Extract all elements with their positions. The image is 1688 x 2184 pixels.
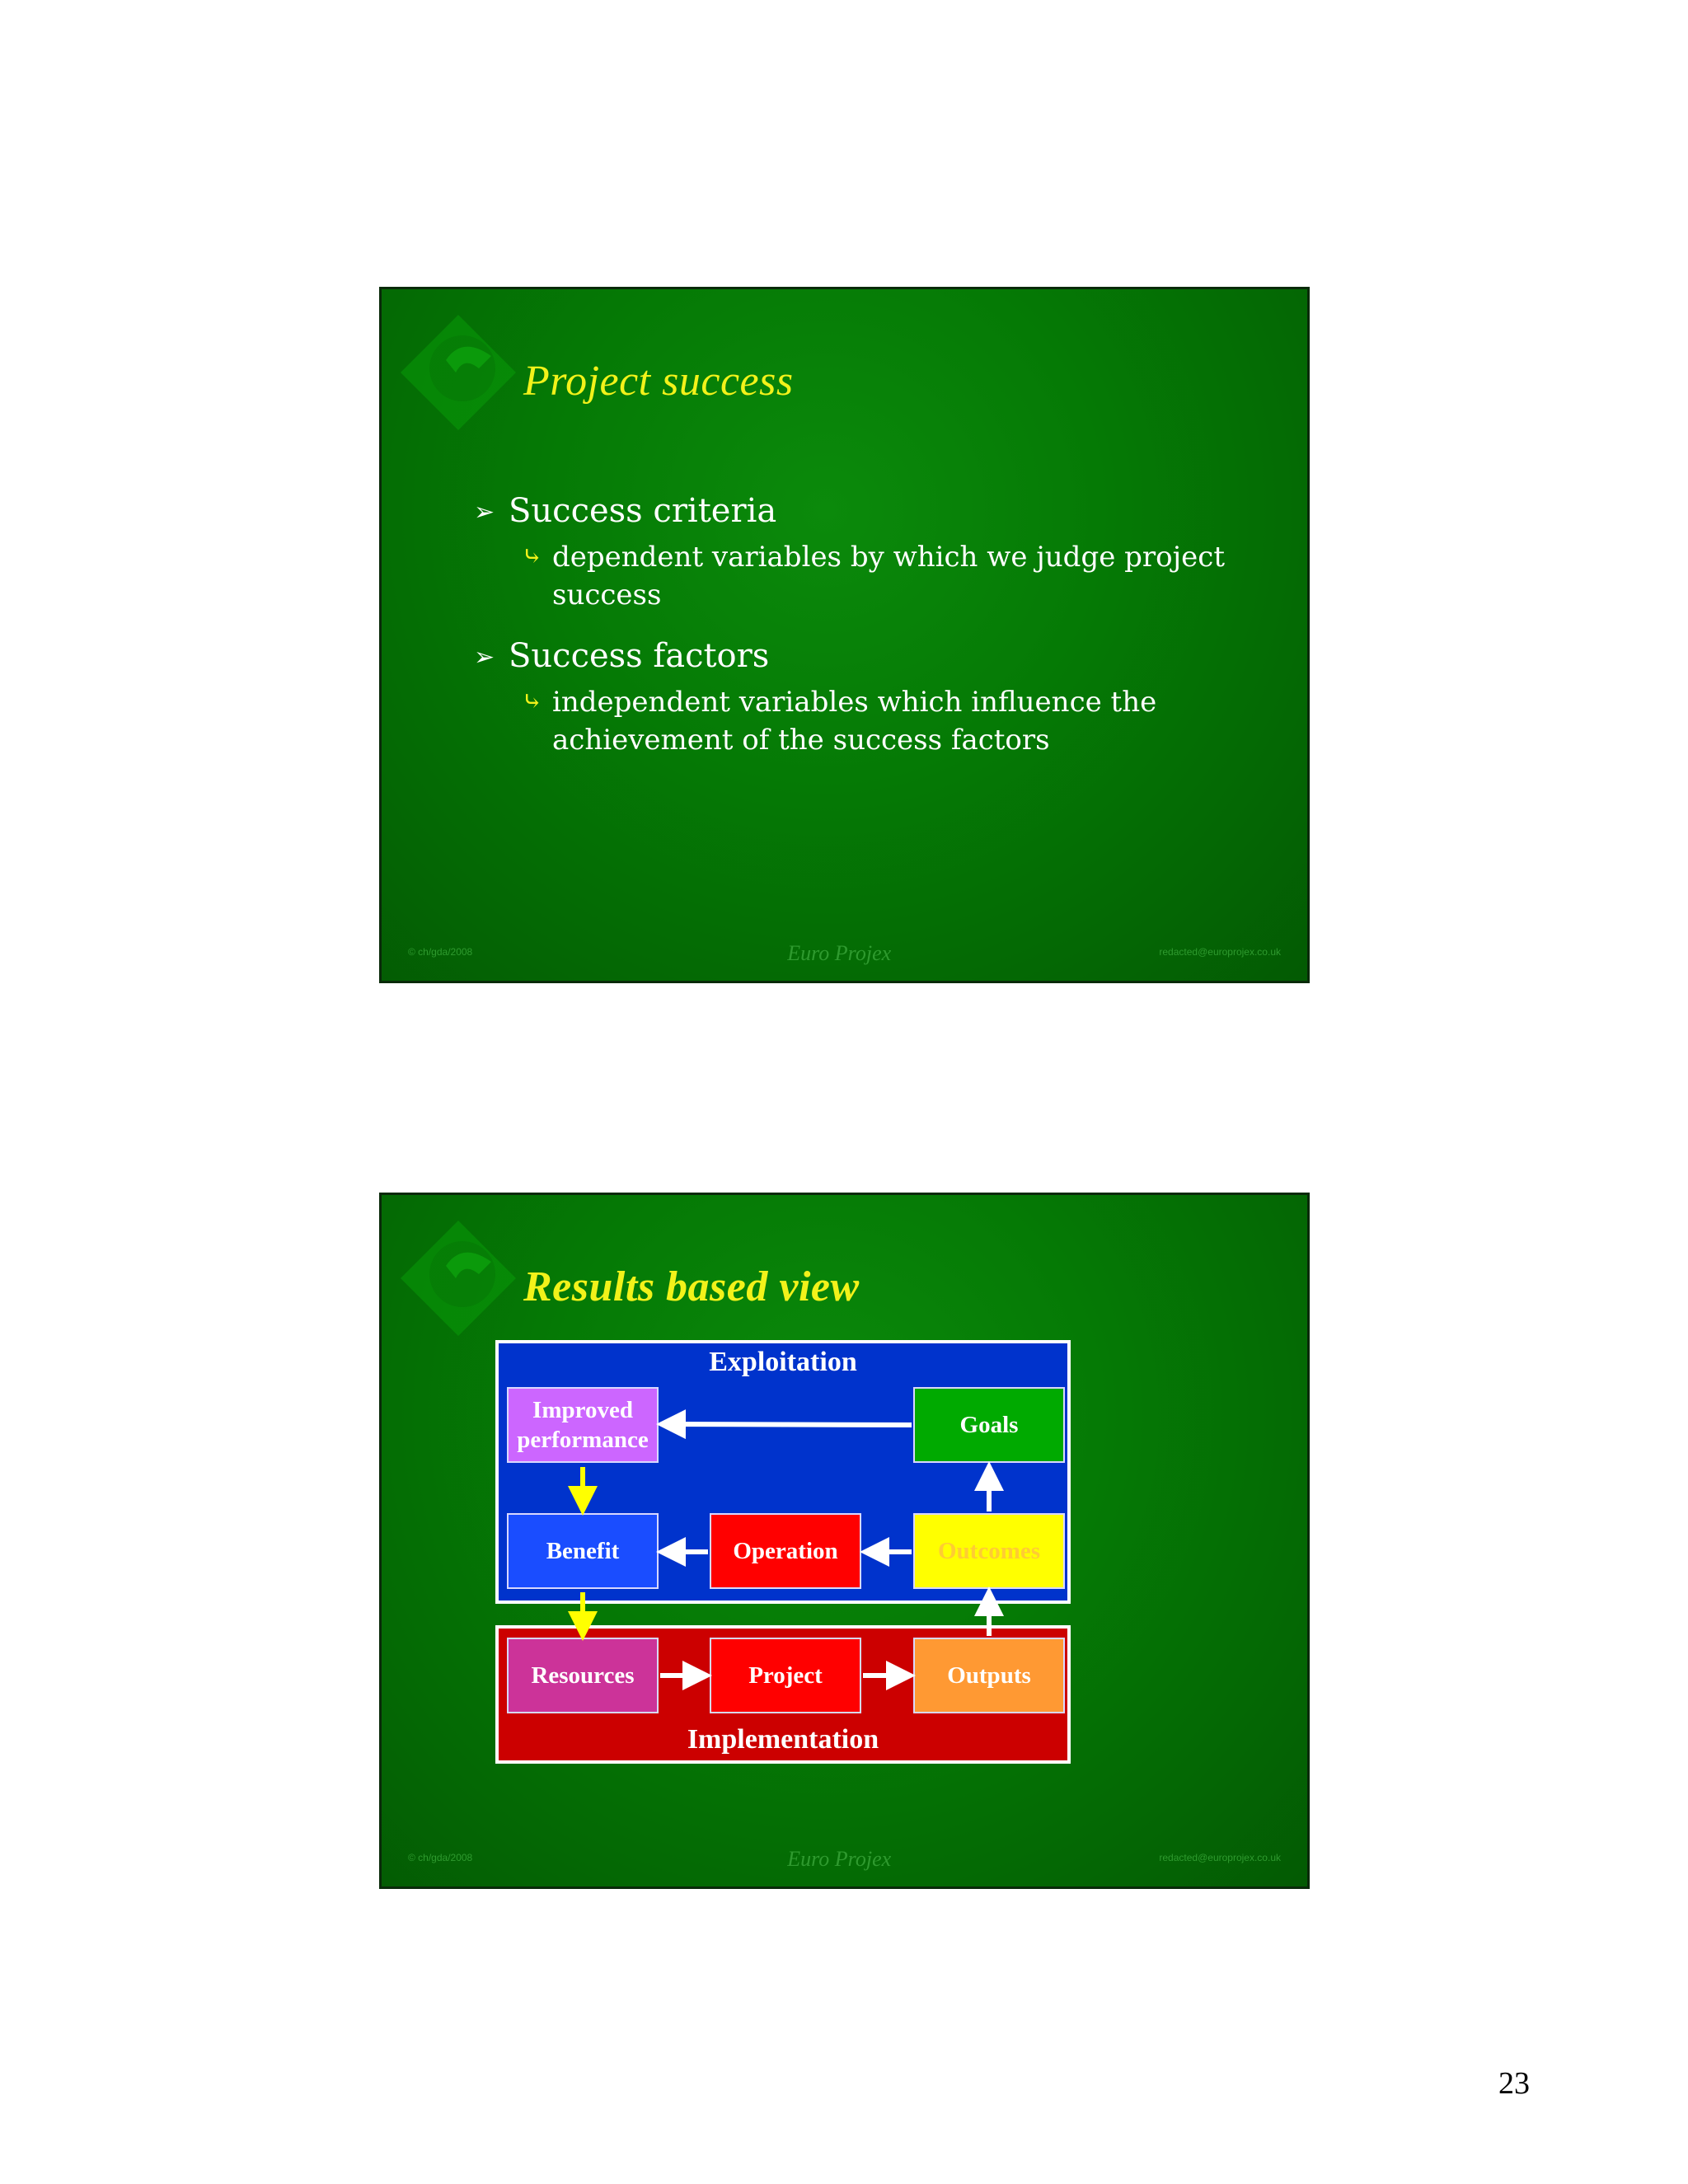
bullet-item	[474, 491, 1258, 531]
goals-box: Goals	[913, 1387, 1065, 1463]
sub-bullet-item	[474, 539, 1258, 615]
footer-email: redacted@europrojex.co.uk	[1159, 1852, 1281, 1863]
bullet-text: Success criteria	[509, 492, 777, 530]
curved-arrow-icon: ⤷	[522, 687, 543, 716]
outcomes-box: Outcomes	[913, 1513, 1065, 1589]
diagram-arrows	[382, 1195, 1310, 1889]
sub-bullet-text: independent variables which influence the achievement of the success factors	[552, 685, 1157, 757]
bullet-text: Success factors	[509, 636, 770, 675]
footer-logo-text: Euro Projex	[787, 1847, 892, 1871]
exploitation-label: Exploitation	[709, 1347, 857, 1377]
implementation-label: Implementation	[687, 1724, 879, 1755]
arrow-bullet-icon: ➢	[474, 498, 495, 527]
sub-bullet-item	[474, 684, 1258, 760]
arrow-goals-to-performance	[663, 1424, 912, 1425]
slide-title: Project success	[523, 358, 794, 405]
outputs-box: Outputs	[913, 1638, 1065, 1713]
arrow-bullet-icon: ➢	[474, 642, 495, 672]
bullet-item	[474, 636, 1258, 676]
improved-performance-box: Improved performance	[507, 1387, 659, 1463]
project-box: Project	[710, 1638, 861, 1713]
benefit-box: Benefit	[507, 1513, 659, 1589]
footer-copyright: © ch/gda/2008	[408, 1852, 473, 1863]
curved-arrow-icon: ⤷	[522, 542, 543, 571]
operation-box: Operation	[710, 1513, 861, 1589]
footer-email: redacted@europrojex.co.uk	[1159, 946, 1281, 958]
sub-bullet-text: dependent variables by which we judge project success	[552, 541, 1225, 612]
page-number: 23	[1498, 2066, 1530, 2101]
bullet-list	[474, 491, 1258, 781]
slide-project-success	[379, 287, 1310, 983]
footer-logo-text: Euro Projex	[787, 941, 892, 965]
slide-results-based-view	[379, 1193, 1310, 1889]
slide-title: Results based view	[523, 1263, 860, 1310]
results-diagram	[382, 1195, 1307, 1886]
logo-watermark-icon	[396, 311, 520, 434]
resources-box: Resources	[507, 1638, 659, 1713]
footer-copyright: © ch/gda/2008	[408, 946, 473, 958]
